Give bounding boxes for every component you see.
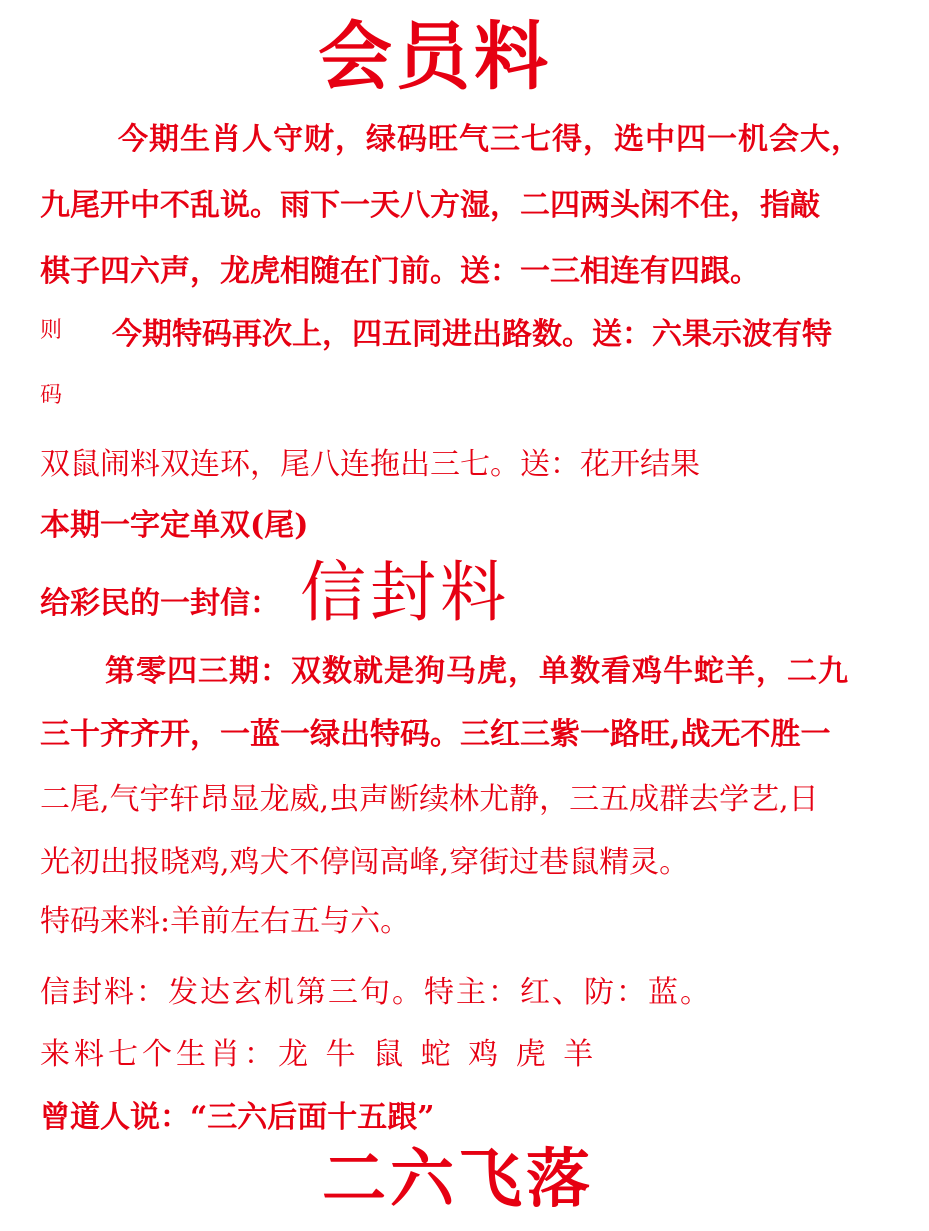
text-line-13: 特码来料:羊前左右五与六。 [40, 904, 411, 939]
member-title: 会员料 [318, 14, 552, 100]
closing-title: 二六飞落 [322, 1142, 594, 1217]
text-line-7: 本期一字定单双(尾) [40, 508, 309, 543]
text-line-10: 三十齐齐开，一蓝一绿出特码。三红三紫一路旺,战无不胜一 [40, 717, 831, 752]
text-line-4-prefix: 则 [40, 318, 63, 343]
text-line-5: 码 [40, 383, 63, 408]
text-line-11: 二尾,气宇轩昂显龙威,虫声断续林尤静，三五成群去学艺,日 [40, 782, 819, 817]
letter-heading: 给彩民的一封信： [40, 586, 280, 621]
text-line-15: 来料七个生肖：龙 牛 鼠 蛇 鸡 虎 羊 [40, 1037, 598, 1072]
text-line-9: 第零四三期：双数就是狗马虎，单数看鸡牛蛇羊，二九 [105, 654, 849, 689]
text-line-2: 九尾开中不乱说。雨下一天八方湿，二四两头闲不住，指敲 [40, 188, 820, 223]
text-line-1: 今期生肖人守财，绿码旺气三七得，选中四一机会大， [118, 122, 862, 157]
text-line-4: 今期特码再次上，四五同进出路数。送：六果示波有特 [112, 317, 832, 352]
text-line-6: 双鼠闹料双连环，尾八连拖出三七。送：花开结果 [40, 447, 700, 482]
text-line-16: 曾道人说：“三六后面十五跟” [40, 1100, 435, 1135]
envelope-title: 信封料 [300, 554, 510, 631]
text-line-14: 信封料：发达玄机第三句。特主：红、防：蓝。 [40, 975, 712, 1010]
text-line-12: 光初出报晓鸡,鸡犬不停闯高峰,穿街过巷鼠精灵。 [40, 845, 690, 880]
text-line-3: 棋子四六声，龙虎相随在门前。送：一三相连有四跟。 [40, 254, 760, 289]
